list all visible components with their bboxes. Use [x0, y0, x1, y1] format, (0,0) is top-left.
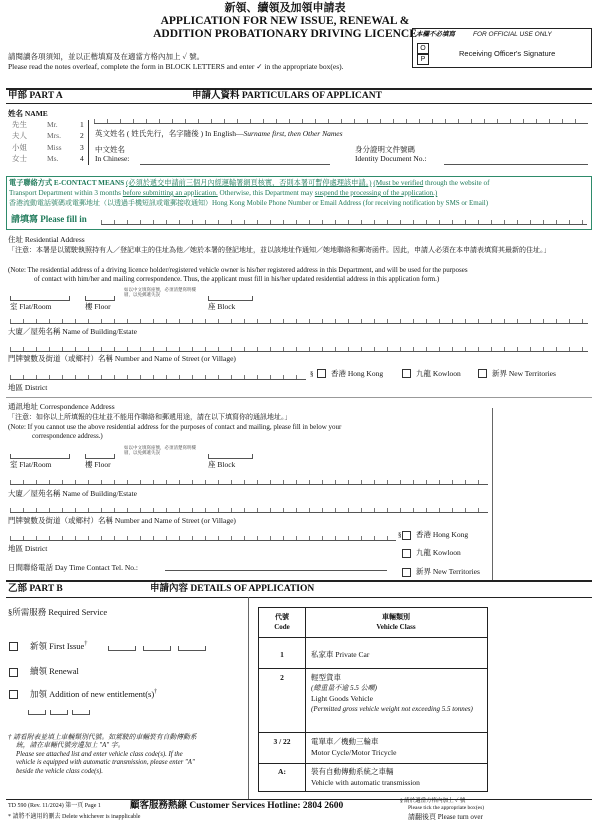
table-row-code: A:	[278, 767, 286, 776]
table-row-class-en: Light Goods Vehicle	[311, 694, 373, 703]
corr-district-label: 地區 District	[8, 544, 48, 553]
corr-flat-input[interactable]	[10, 446, 70, 459]
col-class-en: Vehicle Class	[376, 623, 416, 631]
corr-block-label: 座 Block	[208, 460, 236, 469]
res-flat-input[interactable]	[10, 288, 70, 301]
res-district-label: 地區 District	[8, 383, 48, 392]
corr-district-input[interactable]	[10, 529, 396, 541]
corr-kowloon-label: 九龍 Kowloon	[416, 548, 461, 557]
corr-flat-label: 室 Flat/Room	[10, 460, 52, 469]
first-issue-code-2[interactable]	[143, 638, 171, 651]
res-district-input[interactable]	[10, 368, 306, 380]
corr-building-label: 大廈／屋苑名稱 Name of Building/Estate	[8, 489, 137, 498]
title-en-1: APPLICATION FOR NEW ISSUE, RENEWAL &	[160, 15, 410, 27]
res-nt-checkbox[interactable]	[478, 369, 487, 378]
corr-nt-checkbox[interactable]	[402, 568, 411, 577]
table-row-note-zh: (總重量不逾 5.5 公噸)	[311, 684, 377, 692]
title-mrs-num: 2	[80, 131, 84, 140]
res-nt-label: 新界 New Territories	[492, 369, 556, 378]
id-doc-label-en: Identity Document No.:	[355, 154, 427, 163]
corr-block-input[interactable]	[208, 446, 253, 459]
chinese-name-label-en: In Chinese:	[95, 154, 130, 163]
residential-label: 住址 Residential Address	[8, 235, 85, 244]
corr-building-input[interactable]	[10, 473, 488, 485]
chinese-name-input[interactable]	[140, 151, 330, 165]
intro-zh: 請閱讀各項須知，並以正楷填寫及在適當方格內加上 ✓ 號。	[8, 52, 205, 61]
tick-note-en: Please tick the appropriate box(es)	[408, 805, 485, 811]
table-row-code: 1	[280, 650, 284, 659]
corr-floor-input[interactable]	[85, 446, 115, 459]
first-issue-code-1[interactable]	[108, 638, 136, 651]
english-name-input[interactable]	[94, 112, 588, 124]
tick-note-zh: § 請於適當方格內加上 ✓ 號	[400, 798, 466, 804]
form-number: TD 590 (Rev. 11/2024) 第一頁 Page 1	[8, 803, 101, 809]
res-section-mark: §	[310, 370, 314, 378]
res-block-label: 座 Block	[208, 302, 236, 311]
res-floor-label: 樓 Floor	[85, 302, 111, 311]
renewal-label: 續領 Renewal	[30, 666, 79, 676]
corr-floor-label: 樓 Floor	[85, 460, 111, 469]
res-building-label: 大廈／屋苑名稱 Name of Building/Estate	[8, 327, 137, 336]
econtact-title: 電子聯絡方式 E-CONTACT MEANS	[9, 179, 125, 187]
col-code-zh: 代號	[275, 613, 289, 621]
econtact-suspend: suspend the processing of the application.)	[314, 189, 438, 197]
part-a-label: 甲部 PART A	[8, 91, 63, 101]
english-name-label: 英文姓名 ( 姓氏先行，名字隨後 ) In English—Surname first, then Other Names	[95, 129, 343, 138]
table-row-class-zh: 電單車／機動三輪車	[311, 737, 379, 746]
table-row-class-zh: 裝有自動傳動系統之車輛	[311, 767, 394, 776]
res-street-input[interactable]	[10, 340, 588, 352]
residential-note-en-1: (Note: The residential address of a driving licence holder/registered vehicle owner is his/her registered address in this Department, and will be used for the purposes	[8, 266, 468, 274]
title-miss-num: 3	[80, 143, 84, 152]
econtact-input[interactable]	[101, 213, 587, 225]
dagger-note: † 請看附表並填上車輛類別代號。如駕駛的車輛裝有自動傳動系 統，請在車輛代號旁邊加上 "A" 字。 Please see attached list and enter vehicle class code(s). If the vehicle is equipped with automatic transmission, please enter "A" beside the vehicle class code(s).	[8, 734, 197, 775]
res-street-label: 門牌號數及街道（或鄉村）名稱 Number and Name of Street (or Village)	[8, 354, 236, 363]
official-label-en: FOR OFFICIAL USE ONLY	[473, 31, 552, 38]
econtact-website: through the website of	[425, 179, 490, 187]
title-mr-num: 1	[80, 120, 84, 129]
res-block-input[interactable]	[208, 288, 253, 301]
turn-over: 請翻後頁 Please turn over	[408, 813, 483, 821]
table-row-class-zh: 輕型貨車	[311, 673, 341, 682]
first-issue-code-3[interactable]	[178, 638, 206, 651]
table-row-code: 3 / 22	[273, 737, 291, 746]
first-issue-label: 新領 First Issue†	[30, 640, 88, 651]
res-hk-label: 香港 Hong Kong	[331, 369, 384, 378]
col-class-zh: 車輛類別	[382, 613, 410, 621]
day-tel-input[interactable]	[165, 557, 387, 571]
title-miss-en: Miss	[47, 143, 62, 152]
table-row-class: 私家車 Private Car	[311, 650, 370, 659]
intro-en: Please read the notes overleaf, complete the form in BLOCK LETTERS and enter ✓ in the appropriate box(es).	[8, 62, 344, 71]
title-mr-en: Mr.	[47, 120, 58, 129]
title-mrs[interactable]: 夫人	[12, 131, 27, 140]
table-row-class-en: Motor Cycle/Motor Tricycle	[311, 748, 397, 757]
title-mrs-en: Mrs.	[47, 131, 61, 140]
econtact-box	[6, 176, 592, 230]
res-building-input[interactable]	[10, 312, 588, 324]
res-kowloon-checkbox[interactable]	[402, 369, 411, 378]
econtact-note-zh: (必須於遞交申請前三個月內經運輸署網頁核實，否則本署可暫停處理該申請。)	[125, 179, 372, 187]
res-tiny-note: 如以中文填寫座號，必須清楚寫明樓層，以免郵遞失誤	[124, 287, 196, 298]
table-row-code: 2	[280, 673, 284, 682]
corr-note-en-2: correspondence address.)	[32, 432, 103, 440]
part-b-heading: 申請內容 DETAILS OF APPLICATION	[150, 584, 315, 594]
addition-label: 加領 Addition of new entitlement(s)†	[30, 688, 158, 699]
residential-note-zh: 「注意：本署是以駕駛執照持有人／登記車主的住址為他／她於本署的登記地址，並以該地址作通知／她地聯絡和郵寄函件。因此，申請人必須在本申請表填寫其最新的住址。」	[8, 246, 551, 254]
res-kowloon-label: 九龍 Kowloon	[416, 369, 461, 378]
part-b-label: 乙部 PART B	[8, 584, 63, 594]
res-hk-checkbox[interactable]	[317, 369, 326, 378]
residential-note-en-2: of contact with him/her and mailing correspondence. Thus, the applicant must fill in his/her updated residential address in this application form.)	[34, 275, 440, 283]
corr-tiny-note: 如以中文填寫座號，必須清楚寫明樓層，以免郵遞失誤	[124, 445, 196, 456]
corr-street-input[interactable]	[10, 501, 488, 513]
corr-hk-checkbox[interactable]	[402, 531, 411, 540]
vehicle-class-table	[258, 607, 488, 792]
official-box-o: O	[417, 43, 429, 54]
delete-note: * 請將不適用的刪去 Delete whichever is inapplicable	[8, 814, 141, 820]
addition-code-3[interactable]	[72, 702, 90, 715]
econtact-before: before submitting an application.	[122, 189, 218, 197]
name-label: 姓名 NAME	[8, 109, 48, 118]
res-flat-label: 室 Flat/Room	[10, 302, 52, 311]
corr-note-en-1: (Note: If you cannot use the above residential address for the purposes of contact and mailing, please fill in below your	[8, 423, 342, 431]
table-row-class-en: Vehicle with automatic transmission	[311, 778, 420, 787]
title-mr[interactable]: 先生	[12, 120, 27, 129]
addition-code-2[interactable]	[50, 702, 68, 715]
econtact-fill-label: 請填寫 Please fill in	[11, 214, 87, 224]
corr-hk-label: 香港 Hong Kong	[416, 530, 469, 539]
corr-note-zh: 「注意：如你以上所填報的住址並不能用作聯絡和郵遞用途，請在以下填寫你的通訊地址。」	[8, 413, 292, 421]
econtact-must-verify: (Must be verified	[373, 179, 424, 187]
corr-street-label: 門牌號數及街道（或鄉村）名稱 Number and Name of Street (or Village)	[8, 516, 236, 525]
day-tel-label: 日間聯絡電話 Day Time Contact Tel. No.:	[8, 563, 138, 572]
corr-label: 通訊地址 Correspondence Address	[8, 402, 115, 411]
official-box-p: P	[417, 54, 429, 65]
table-row-note: (Permitted gross vehicle weight not exceeding 5.5 tonnes)	[311, 705, 473, 713]
addition-code-1[interactable]	[28, 702, 46, 715]
corr-nt-label: 新界 New Territories	[416, 567, 480, 576]
first-issue-checkbox[interactable]	[9, 642, 18, 651]
official-use-box	[412, 28, 592, 68]
addition-checkbox[interactable]	[9, 690, 18, 699]
title-en-2: ADDITION PROBATIONARY DRIVING LICENCE	[153, 28, 417, 40]
chinese-name-label-zh: 中文姓名	[95, 145, 125, 154]
title-zh: 新領、續領及加領申請表	[224, 2, 346, 14]
econtact-otherwise: Otherwise, this Department may	[219, 189, 313, 197]
hotline: 顧客服務熱線 Customer Services Hotline: 2804 2600	[130, 801, 344, 811]
corr-section-mark: §	[398, 531, 402, 539]
official-label-zh: 本欄不必填寫	[416, 31, 455, 38]
part-a-heading: 申請人資料 PARTICULARS OF APPLICANT	[192, 91, 382, 101]
title-ms-en: Ms.	[47, 154, 59, 163]
id-doc-input[interactable]	[444, 151, 588, 165]
renewal-checkbox[interactable]	[9, 668, 18, 677]
id-doc-label-zh: 身分證明文件號碼	[355, 145, 415, 154]
title-ms[interactable]: 女士	[12, 154, 27, 163]
res-floor-input[interactable]	[85, 288, 115, 301]
econtact-mobile-email: 香港流動電話號碼或電郵地址（以透過手機短訊或電郵接收通知）Hong Kong Mobile Phone Number or Email Address (for receiving notification by SMS or Email)	[9, 199, 489, 207]
receiving-officer-signature: Receiving Officer's Signature	[459, 49, 556, 58]
title-miss[interactable]: 小姐	[12, 143, 27, 152]
econtact-3months: Transport Department within 3 months	[9, 189, 121, 197]
col-code-en: Code	[274, 623, 290, 631]
title-ms-num: 4	[80, 154, 84, 163]
required-service-label: §所需服務 Required Service	[8, 607, 108, 617]
corr-kowloon-checkbox[interactable]	[402, 549, 411, 558]
